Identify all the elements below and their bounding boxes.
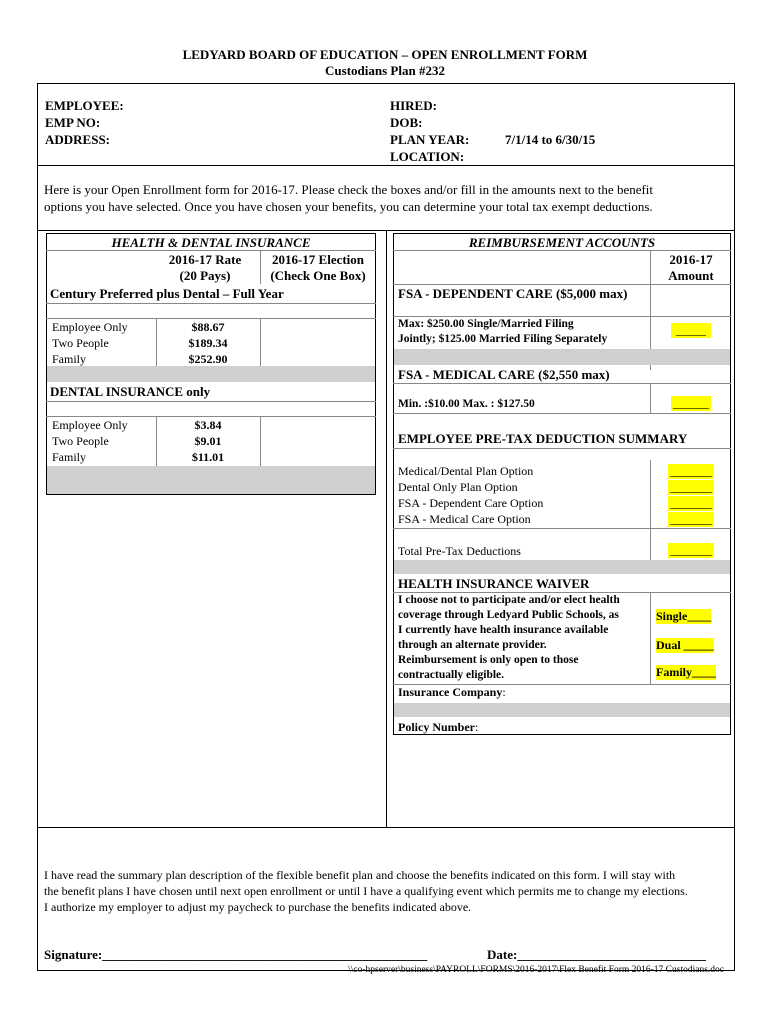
dental-heading: DENTAL INSURANCE only [50, 384, 211, 399]
summary-item-label: FSA - Dependent Care Option [398, 496, 544, 510]
summary-item-label: FSA - Medical Care Option [398, 512, 531, 526]
file-path: \\co-hpserver\business\PAYROLL\FORMS\2016-2017\Flex Benefit Form 2016-17 Custodians.doc [348, 965, 724, 975]
divider [393, 250, 731, 251]
emp-no-label: EMP NO: [45, 115, 101, 130]
divider [650, 592, 651, 684]
divider [393, 413, 731, 414]
divider [46, 250, 376, 251]
health-rows [46, 318, 376, 368]
fsa-dependent-line-2: Jointly; $125.00 Married Filing Separately [398, 333, 608, 345]
policy-number-field[interactable] [398, 720, 478, 735]
waiver-text: Reimbursement is only open to those [398, 654, 579, 666]
intro-line-2: options you have selected. Once you have chosen your benefits, you can determine your total tax exempt deductions. [44, 199, 653, 214]
election-column-header: 2016-17 Election [271, 252, 365, 267]
waiver-single-option[interactable]: Single____ [656, 609, 712, 623]
insurance-company-label: Insurance Company [398, 685, 503, 699]
summary-item-field[interactable]: _______ [670, 480, 712, 494]
waiver-text: I choose not to participate and/or elect health [398, 594, 620, 606]
shaded-row [47, 466, 375, 494]
fsa-dependent-amount-field[interactable]: _____ [671, 323, 711, 338]
summary-item-field[interactable]: _______ [670, 464, 712, 478]
divider [650, 460, 651, 560]
dental-election-box[interactable] [261, 417, 375, 465]
divider [46, 401, 376, 402]
table-row-rate: $11.01 [191, 450, 225, 464]
authorization-line-2: the benefit plans I have chosen until next open enrollment or until I have a qualifying event which permits me to change my elections. [44, 884, 688, 898]
divider [37, 827, 735, 828]
divider [393, 448, 731, 449]
summary-item-label: Medical/Dental Plan Option [398, 464, 534, 478]
summary-item-field[interactable]: _______ [670, 496, 712, 510]
amount-column-subheader: Amount [668, 268, 714, 283]
location-label: LOCATION: [390, 149, 465, 164]
waiver-text: I currently have health insurance available [398, 624, 609, 636]
authorization-line-1: I have read the summary plan description of the flexible benefit plan and choose the benefits indicated on this form. I will stay with [44, 868, 676, 882]
form-subtitle: Custodians Plan #232 [325, 63, 445, 78]
rate-column-header: 2016-17 Rate [168, 252, 242, 267]
table-row-label: Employee Only [52, 418, 128, 432]
waiver-text: through an alternate provider. [398, 639, 547, 651]
divider [393, 383, 731, 384]
total-label: Total Pre-Tax Deductions [398, 544, 521, 558]
waiver-heading: HEALTH INSURANCE WAIVER [398, 576, 590, 591]
date-label: Date: [487, 947, 518, 962]
insurance-company-colon: : [502, 685, 506, 699]
fsa-medical-title: FSA - MEDICAL CARE ($2,550 max) [398, 367, 610, 382]
election-column-subheader: (Check One Box) [270, 268, 366, 283]
column-divider [386, 230, 387, 827]
summary-heading: EMPLOYEE PRE-TAX DEDUCTION SUMMARY [398, 431, 688, 446]
waiver-dual-option[interactable]: Dual _____ [656, 638, 714, 652]
insurance-company-field[interactable] [398, 685, 506, 700]
divider [260, 250, 261, 284]
shaded-row [394, 560, 730, 574]
table-row-rate: $88.67 [191, 320, 225, 334]
table-row-label: Family [52, 450, 87, 464]
signature-line: __________________________________________________ [102, 947, 428, 962]
shaded-row [394, 703, 730, 717]
divider [393, 592, 731, 593]
hired-label: HIRED: [390, 98, 437, 113]
summary-item-label: Dental Only Plan Option [398, 480, 518, 494]
waiver-text: coverage through Ledyard Public Schools, as [398, 609, 619, 621]
policy-number-colon: : [475, 720, 479, 734]
table-row-rate: $189.34 [188, 336, 228, 350]
fsa-medical-limits: Min. :$10.00 Max. : $127.50 [398, 398, 535, 410]
authorization-line-3: I authorize my employer to adjust my paycheck to purchase the benefits indicated above. [44, 900, 472, 914]
divider [37, 165, 735, 166]
summary-item-field[interactable]: _______ [670, 512, 712, 526]
signature-label: Signature: [44, 947, 103, 962]
table-row-rate: $9.01 [194, 434, 222, 448]
dental-rows [46, 416, 376, 466]
signature-field[interactable] [44, 947, 427, 963]
divider [393, 528, 731, 529]
table-row-rate: $252.90 [188, 352, 228, 366]
date-line: _____________________________ [517, 947, 706, 962]
divider [46, 303, 376, 304]
table-row-label: Family [52, 352, 87, 366]
health-heading: HEALTH & DENTAL INSURANCE [111, 235, 311, 250]
rate-column-subheader: (20 Pays) [179, 268, 231, 283]
divider [650, 383, 651, 413]
waiver-text: contractually eligible. [398, 669, 505, 681]
plan-year-label: PLAN YEAR: [390, 132, 470, 147]
health-election-box[interactable] [261, 319, 375, 367]
reimbursement-heading: REIMBURSEMENT ACCOUNTS [468, 235, 656, 250]
table-row-label: Two People [52, 336, 109, 350]
address-label: ADDRESS: [45, 132, 111, 147]
policy-number-label: Policy Number [398, 720, 475, 734]
shaded-row [47, 366, 375, 382]
fsa-dependent-line-1: Max: $250.00 Single/Married Filing [398, 318, 574, 330]
waiver-family-option[interactable]: Family____ [656, 665, 716, 679]
table-row-rate: $3.84 [194, 418, 222, 432]
fsa-dependent-title: FSA - DEPENDENT CARE ($5,000 max) [398, 286, 628, 301]
fsa-medical-amount-field[interactable]: ______ [673, 396, 709, 410]
divider [393, 284, 731, 285]
table-row-label: Employee Only [52, 320, 128, 334]
form-title: LEDYARD BOARD OF EDUCATION – OPEN ENROLLMENT FORM [182, 47, 588, 62]
total-field[interactable]: _______ [670, 543, 712, 557]
plan-year-value: 7/1/14 to 6/30/15 [505, 132, 596, 147]
plan-name: Century Preferred plus Dental – Full Year [50, 286, 284, 301]
intro-line-1: Here is your Open Enrollment form for 2016-17. Please check the boxes and/or fill in the amounts next to the benefit [44, 182, 654, 197]
table-row-label: Two People [52, 434, 109, 448]
divider [393, 316, 731, 317]
dob-label: DOB: [390, 115, 423, 130]
date-field[interactable] [487, 947, 706, 963]
amount-column-header: 2016-17 [669, 252, 713, 267]
employee-label: EMPLOYEE: [45, 98, 124, 113]
shaded-row [394, 349, 730, 365]
